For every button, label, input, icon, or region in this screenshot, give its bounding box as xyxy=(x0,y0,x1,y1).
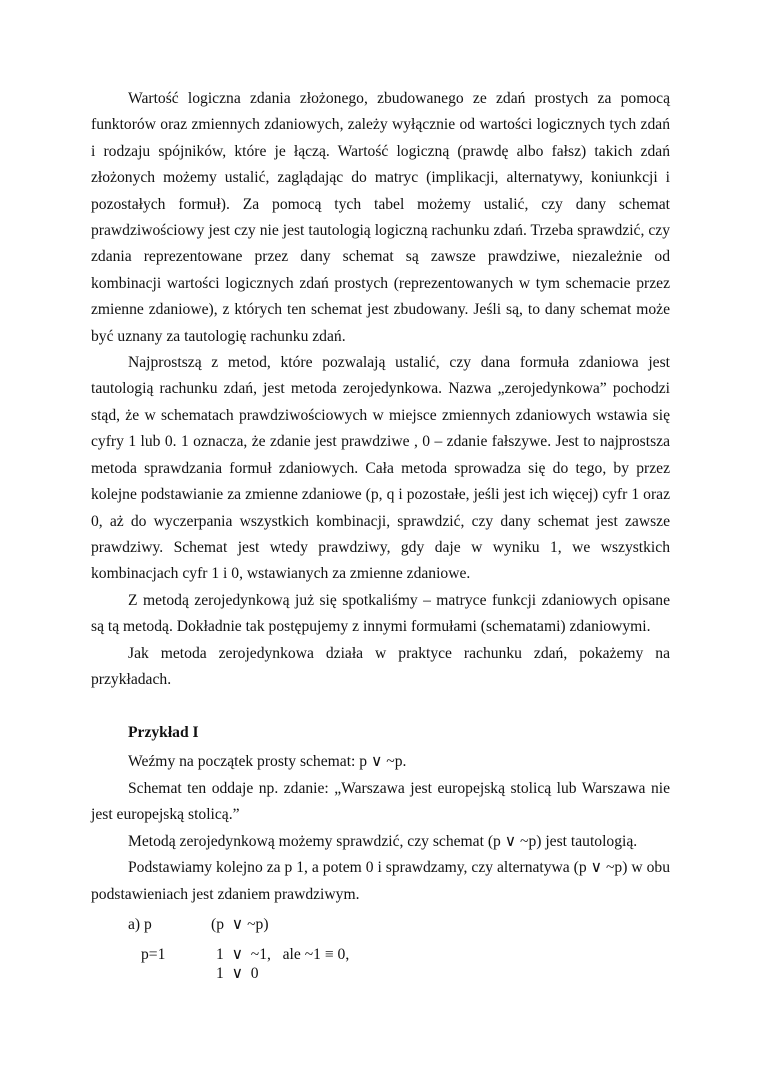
table-step-2: 1 ∨ 0 xyxy=(216,965,259,982)
paragraph-2: Najprostszą z metod, które pozwalają ustalić, czy dana formuła zdaniowa jest tautologią rachunku zdań, jest metoda zerojedynkowa. Nazwa „zerojedynkowa” pochodzi stąd, że w schematach prawdziwościowych w miejsce zmiennych zdaniowych wstawia się cyfry 1 lub 0. 1 oznacza, że zdanie jest prawdziwe , 0 – zdanie fałszywe. Jest to najprostsza metoda sprawdzania formuł zdaniowych. Cała metoda sprowadza się do tego, by przez kolejne podstawianie za zmienne zdaniowe (p, q i pozostałe, jeśli jest ich więcej) cyfr 1 oraz 0, aż do wyczerpania wszystkich kombinacji, sprawdzić, czy dany schemat jest zawsze prawdziwy. Schemat jest wtedy prawdziwy, gdy daje w wyniku 1, we wszystkich kombinacjach cyfr 1 i 0, wstawianych za zmienne zdaniowe. xyxy=(91,354,670,583)
table-assignment: p=1 xyxy=(141,946,166,963)
example-line-3: Metodą zerojedynkową możemy sprawdzić, czy schemat (p ∨ ~p) jest tautologią. xyxy=(128,832,638,850)
table-case-label: a) p xyxy=(128,916,152,933)
paragraph-1: Wartość logiczna zdania złożonego, zbudowanego ze zdań prostych za pomocą funktorów oraz zmiennych zdaniowych, zależy wyłącznie od wartości logicznych tych zdań i rodzaju spójników, które je łączą. Wartość logiczną (prawdę albo fałsz) takich zdań złożonych możemy ustalić, zaglądając do matryc (implikacji, alternatywy, koniunkcji i pozostałych formuł). Za pomocą tych tabel możemy ustalić, czy dany schemat prawdziwościowy jest czy nie jest tautologią logiczną rachunku zdań. Trzeba sprawdzić, czy zdania reprezentowane przez dany schemat są zawsze prawdziwe, niezależnie od kombinacji wartości logicznych zdań prostych (reprezentowanych w tym schemacie przez zmienne zdaniowe), z których ten schemat jest zbudowany. Jeśli są, to dany schemat może być uznany za tautologię rachunku zdań. xyxy=(91,90,670,345)
paragraph-4: Jak metoda zerojedynkowa działa w praktyce rachunku zdań, pokażemy na przykładach. xyxy=(91,644,670,688)
table-step-1: 1 ∨ ~1, ale ~1 ≡ 0, xyxy=(216,946,350,963)
example-section xyxy=(91,749,670,909)
paragraph-3: Z metodą zerojedynkową już się spotkaliśmy – matryce funkcji zdaniowych opisane są tą metodą. Dokładnie tak postępujemy z innymi formułami (schematami) zdaniowymi. xyxy=(91,591,670,636)
document-body xyxy=(91,86,670,693)
table-formula: (p ∨ ~p) xyxy=(211,916,269,933)
example-line-4: Podstawiamy kolejno za p 1, a potem 0 i sprawdzamy, czy alternatywa (p ∨ ~p) w obu podstawieniach jest zdaniem prawdziwym. xyxy=(91,859,670,903)
example-line-1: Weźmy na początek prosty schemat: p ∨ ~p. xyxy=(128,753,407,770)
example-line-2: Schemat ten oddaje np. zdanie: „Warszawa jest europejską stolicą lub Warszawa nie jest europejską stolicą.” xyxy=(91,779,670,824)
example-heading: Przykład I xyxy=(128,724,199,741)
